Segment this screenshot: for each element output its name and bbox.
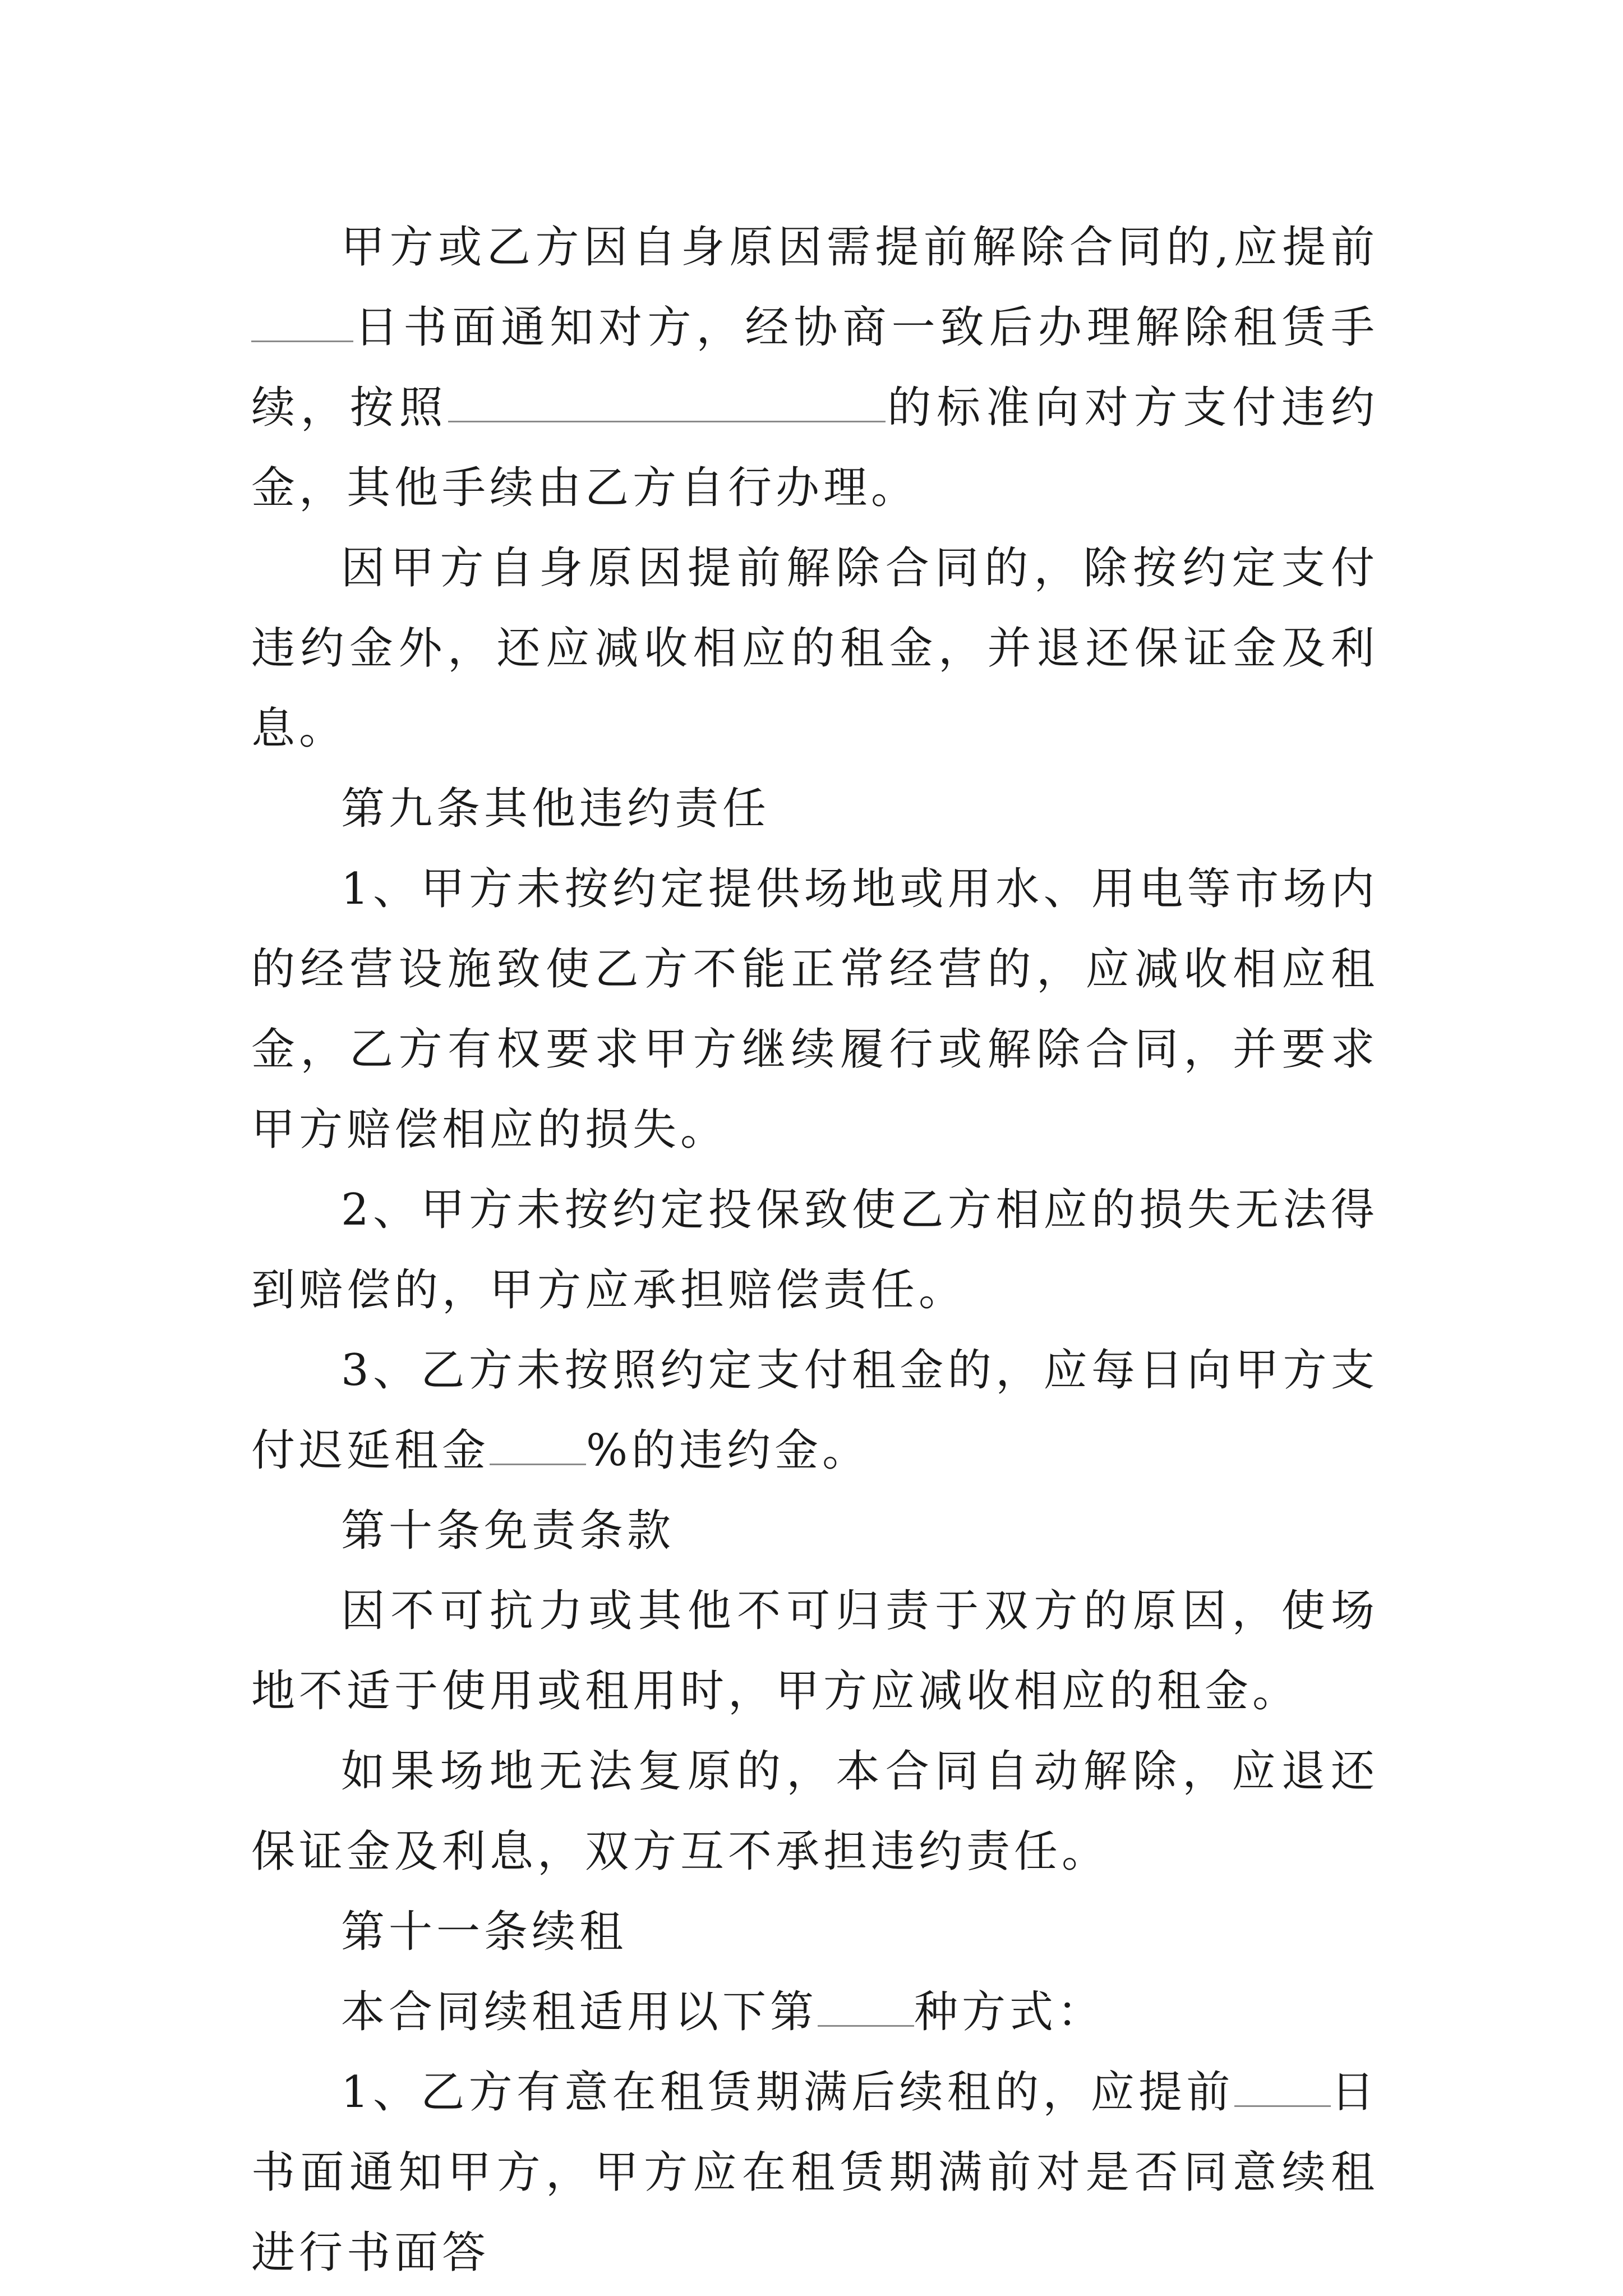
text-segment: 种方式： <box>914 1987 1105 2037</box>
heading-article-10: 第十条免责条款 <box>341 1506 675 1556</box>
text-segment: 日书面通知对方，经协商一致后办理解除租赁手续，按照 <box>251 302 1378 433</box>
text-segment: 本合同续租适用以下第 <box>341 1987 818 2037</box>
paragraph-clause-9-1: 1、甲方未按约定提供场地或用水、用电等市场内的经营设施致使乙方不能正常经营的，应减收相应租金，乙方有权要求甲方继续履行或解除合同，并要求甲方赔偿相应的损失。 <box>251 864 1378 1155</box>
paragraph-party-a-termination: 因甲方自身原因提前解除合同的，除按约定支付违约金外，还应减收相应的租金，并退还保证金及利息。 <box>251 543 1378 754</box>
text-segment: 1、乙方有意在租赁期满后续租的，应提前 <box>341 2067 1234 2118</box>
blank-field-days <box>251 305 353 342</box>
blank-field-penalty-standard <box>448 385 886 422</box>
text-segment: %的违约金。 <box>586 1425 870 1476</box>
paragraph-force-majeure: 因不可抗力或其他不可归责于双方的原因，使场地不适于使用或租用时，甲方应减收相应的租金。 <box>251 1586 1378 1717</box>
paragraph-clause-9-3 <box>251 1331 1378 1491</box>
paragraph-clause-9-2: 2、甲方未按约定投保致使乙方相应的损失无法得到赔偿的，甲方应承担赔偿责任。 <box>251 1185 1378 1315</box>
blank-field-method-number <box>818 1989 914 2027</box>
heading-article-9: 第九条其他违约责任 <box>341 784 771 834</box>
paragraph-renewal-method <box>251 1972 1378 2053</box>
document-page <box>251 208 1378 2293</box>
text-segment: 甲方或乙方因自身原因需提前解除合同的,应提前 <box>341 222 1378 273</box>
blank-field-notice-days <box>1234 2069 1331 2107</box>
text-segment: 的标准向对方支付违约金，其他手续由乙方自行办理。 <box>251 383 1378 513</box>
paragraph-early-termination <box>251 208 1378 528</box>
paragraph-auto-termination: 如果场地无法复原的，本合同自动解除，应退还保证金及利息，双方互不承担违约责任。 <box>251 1746 1378 1877</box>
text-segment: 3、乙方未按照约定支付租金的，应每日向甲方支付迟延租金 <box>251 1345 1378 1476</box>
heading-article-11: 第十一条续租 <box>341 1907 628 1957</box>
text-segment: 日书面通知甲方，甲方应在租赁期满前对是否同意续租进行书面答 <box>251 2067 1378 2278</box>
paragraph-renewal-clause-1 <box>251 2053 1378 2293</box>
blank-field-percent <box>490 1428 586 1465</box>
